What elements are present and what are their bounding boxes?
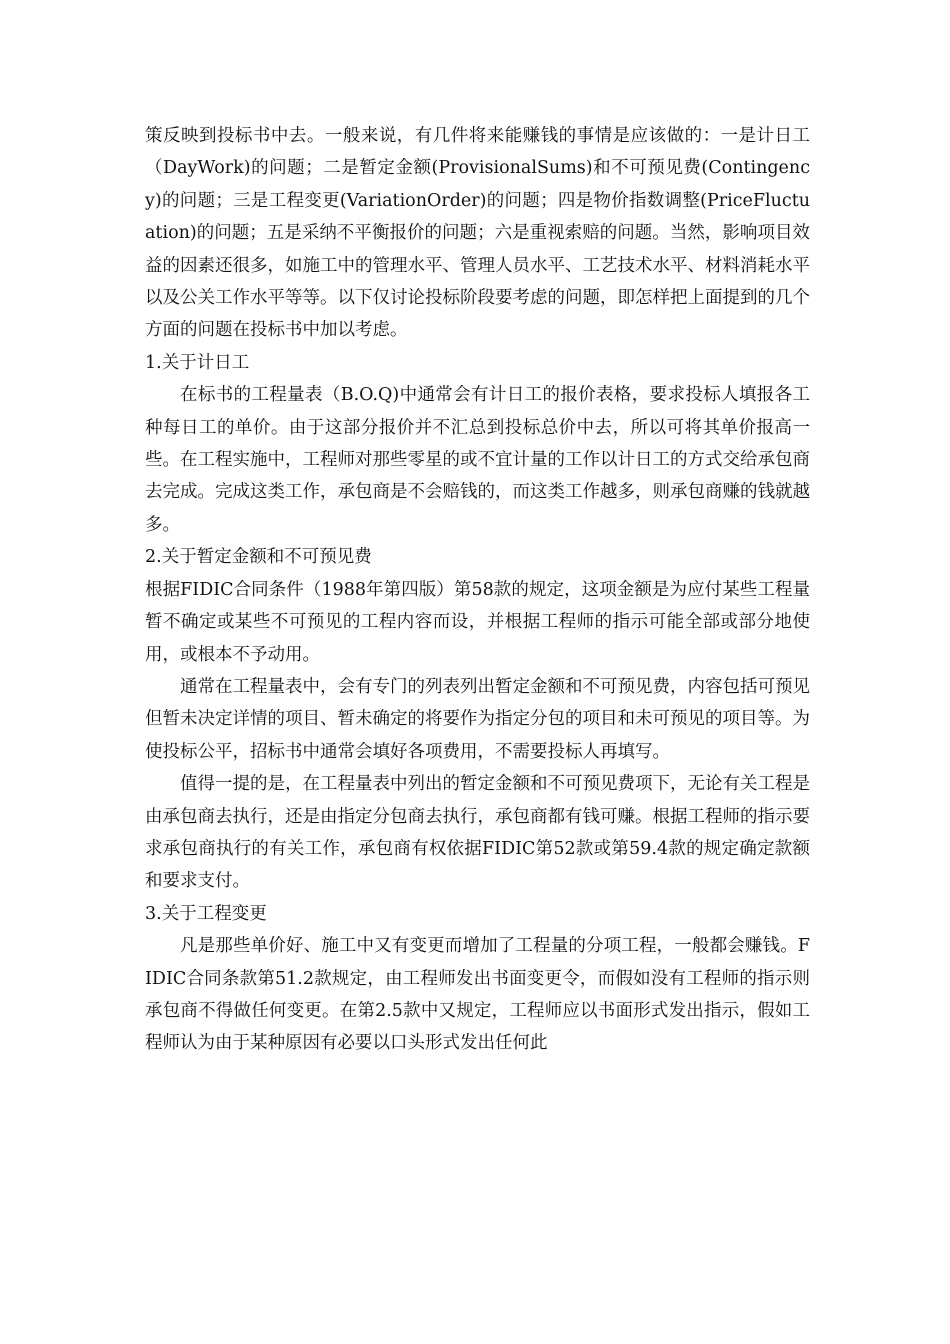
body-paragraph: 凡是那些单价好、施工中又有变更而增加了工程量的分项工程，一般都会赚钱。FIDIC合同条款第51.2款规定，由工程师发出书面变更令，而假如没有工程师的指示则承包商不得做任何变更。在第2.5款中又规定，工程师应以书面形式发出指示，假如工程师认为由于某种原因有必要以口头形式发出任何此: [145, 936, 810, 1054]
section-heading: 2.关于暂定金额和不可预见费: [145, 547, 372, 568]
section-heading: 3.关于工程变更: [145, 903, 267, 924]
document-body: [145, 120, 810, 1060]
body-paragraph: 策反映到投标书中去。一般来说，有几件将来能赚钱的事情是应该做的：一是计日工（DayWork)的问题；二是暂定金额(ProvisionalSums)和不可预见费(Contingency)的问题；三是工程变更(VariationOrder)的问题；四是物价指数调整(PriceFluctuation)的问题；五是采纳不平衡报价的问题；六是重视索赔的问题。当然，影响项目效益的因素还很多，如施工中的管理水平、管理人员水平、工艺技术水平、材料消耗水平以及公关工作水平等等。以下仅讨论投标阶段要考虑的问题，即怎样把上面提到的几个方面的问题在投标书中加以考虑。: [145, 126, 810, 341]
body-paragraph: 值得一提的是，在工程量表中列出的暂定金额和不可预见费项下，无论有关工程是由承包商去执行，还是由指定分包商去执行，承包商都有钱可赚。根据工程师的指示要求承包商执行的有关工作，承包商有权依据FIDIC第52款或第59.4款的规定确定款额和要求支付。: [145, 774, 810, 892]
body-paragraph: 在标书的工程量表（B.O.Q)中通常会有计日工的报价表格，要求投标人填报各工种每日工的单价。由于这部分报价并不汇总到投标总价中去，所以可将其单价报高一些。在工程实施中，工程师对那些零星的或不宜计量的工作以计日工的方式交给承包商去完成。完成这类工作，承包商是不会赔钱的，而这类工作越多，则承包商赚的钱就越多。: [145, 385, 810, 535]
body-paragraph: 通常在工程量表中，会有专门的列表列出暂定金额和不可预见费，内容包括可预见但暂未决定详情的项目、暂未确定的将要作为指定分包的项目和未可预见的项目等。为使投标公平，招标书中通常会填好各项费用，不需要投标人再填写。: [145, 676, 810, 762]
section-heading: 1.关于计日工: [145, 352, 250, 373]
body-paragraph: 根据FIDIC合同条件（1988年第四版）第58款的规定，这项金额是为应付某些工程量暂不确定或某些不可预见的工程内容而设，并根据工程师的指示可能全部或部分地使用，或根本不予动用。: [145, 579, 810, 665]
